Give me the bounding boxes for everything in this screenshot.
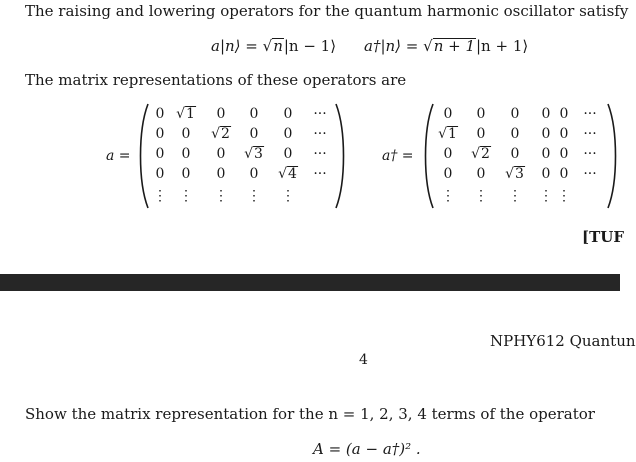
matrix-cell: 0 <box>541 166 551 182</box>
matrix-cell: 0 <box>216 146 226 162</box>
matrix-cell: √3 <box>244 146 263 162</box>
sqrt-symbol: √ <box>423 37 433 55</box>
matrix-cell: 0 <box>181 146 191 162</box>
matrix-intro-paragraph: The matrix representations of these operators are <box>25 71 407 89</box>
operator-equation: A = (a − a†)² . <box>313 440 421 458</box>
matrix-cell: 0 <box>249 126 259 142</box>
matrix-cell: 0 <box>283 106 293 122</box>
matrix-cell: 0 <box>541 126 551 142</box>
matrix-cell: √1 <box>176 106 195 122</box>
question-paragraph: Show the matrix representation for the n = 1, 2, 3, 4 terms of the operator <box>25 405 595 423</box>
matrix-cell: 0 <box>283 126 293 142</box>
matrix-cell: ··· <box>313 106 327 122</box>
matrix-cell: √1 <box>438 126 457 142</box>
matrix-cell: 0 <box>155 126 165 142</box>
matrix-cell: 0 <box>443 146 453 162</box>
raising-root: n + 1 <box>433 37 475 55</box>
page-separator-bar <box>0 274 620 291</box>
matrix-cell: 0 <box>181 126 191 142</box>
matrix-cell: 0 <box>510 106 520 122</box>
matrix-a-label: a = <box>106 148 131 164</box>
matrix-cell: √2 <box>471 146 490 162</box>
matrix-cell: ··· <box>583 166 597 182</box>
matrix-cell: ⋮ <box>508 188 522 204</box>
matrix-cell: ⋮ <box>539 188 553 204</box>
matrix-cell: ⋮ <box>474 188 488 204</box>
matrix-cell: 0 <box>283 146 293 162</box>
matrix-adag-right-paren <box>606 102 620 210</box>
matrix-cell: ⋮ <box>441 188 455 204</box>
page-number: 4 <box>359 352 368 368</box>
matrix-cell: √2 <box>211 126 230 142</box>
matrix-cell: √3 <box>505 166 524 182</box>
matrix-cell: 0 <box>476 106 486 122</box>
lowering-rhs: |n − 1⟩ <box>283 37 337 55</box>
matrix-cell: 0 <box>249 106 259 122</box>
matrix-cell: ⋮ <box>153 188 167 204</box>
matrix-cell: ⋮ <box>557 188 571 204</box>
matrix-cell: 0 <box>559 146 569 162</box>
matrix-cell: 0 <box>559 106 569 122</box>
matrix-cell: ··· <box>583 146 597 162</box>
matrix-cell: ⋮ <box>281 188 295 204</box>
matrix-cell: ··· <box>313 126 327 142</box>
matrix-cell: 0 <box>216 106 226 122</box>
matrix-cell: 0 <box>155 166 165 182</box>
matrix-cell: ··· <box>313 146 327 162</box>
matrix-cell: 0 <box>155 146 165 162</box>
matrix-cell: ⋮ <box>247 188 261 204</box>
matrix-adag-grid <box>0 0 620 220</box>
matrix-cell: ··· <box>583 126 597 142</box>
sqrt-symbol: √ <box>262 37 273 55</box>
matrix-cell: 0 <box>541 146 551 162</box>
running-header: NPHY612 Quantun <box>490 332 636 350</box>
matrix-cell: 0 <box>249 166 259 182</box>
matrix-cell: 0 <box>443 106 453 122</box>
matrix-cell: ··· <box>313 166 327 182</box>
truncated-tag: [TUF <box>582 228 624 246</box>
raising-rhs: |n + 1⟩ <box>476 37 529 55</box>
matrix-cell: 0 <box>476 166 486 182</box>
matrix-cell: 0 <box>216 166 226 182</box>
matrix-cell: 0 <box>559 126 569 142</box>
matrix-cell: 0 <box>510 126 520 142</box>
matrix-cell: ··· <box>583 106 597 122</box>
matrix-cell: ⋮ <box>214 188 228 204</box>
matrix-cell: √4 <box>278 166 297 182</box>
matrix-cell: 0 <box>559 166 569 182</box>
matrix-cell: 0 <box>155 106 165 122</box>
lowering-lhs: a|n⟩ = <box>211 37 263 55</box>
matrix-cell: 0 <box>476 126 486 142</box>
matrix-cell: 0 <box>443 166 453 182</box>
lowering-root: n <box>273 37 283 55</box>
intro-paragraph: The raising and lowering operators for the quantum harmonic oscillator satisfy <box>25 2 629 20</box>
matrix-cell: 0 <box>181 166 191 182</box>
matrix-cell: ⋮ <box>179 188 193 204</box>
matrix-adag-label: a† = <box>382 148 414 164</box>
matrix-cell: 0 <box>541 106 551 122</box>
matrix-cell: 0 <box>510 146 520 162</box>
raising-lhs: a†|n⟩ = <box>364 37 424 55</box>
